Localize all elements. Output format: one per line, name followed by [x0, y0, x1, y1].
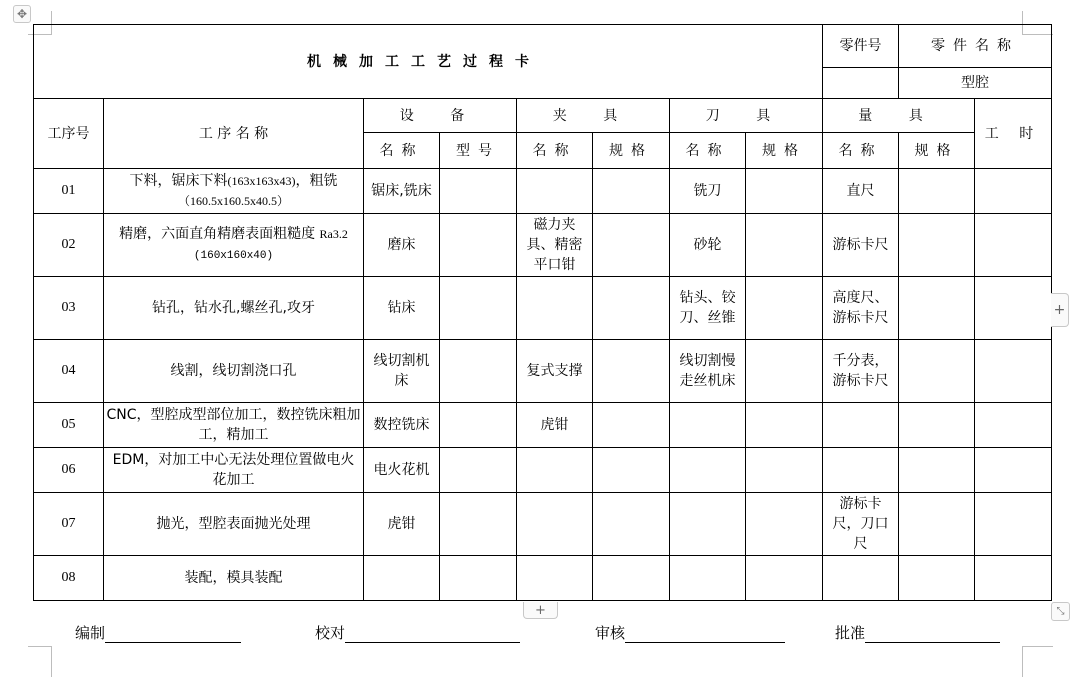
row-hours[interactable] — [975, 340, 1052, 403]
row-cutter-spec[interactable] — [746, 214, 823, 277]
row-cutter-spec[interactable] — [746, 448, 823, 493]
row-cutter-name[interactable] — [670, 556, 746, 601]
row-hours[interactable] — [975, 403, 1052, 448]
row-cutter-name[interactable] — [670, 403, 746, 448]
row-equipment-name[interactable]: 线切割机床 — [364, 340, 440, 403]
row-fixture-spec[interactable] — [593, 277, 670, 340]
row-fixture-spec[interactable] — [593, 214, 670, 277]
row-fixture-name[interactable]: 复式支撑 — [517, 340, 593, 403]
row-seq: 05 — [34, 403, 104, 448]
row-gauge-name[interactable] — [823, 556, 899, 601]
signature-reviewed — [595, 622, 785, 643]
signature-approved-label: 批准 — [835, 624, 866, 642]
table-row — [34, 403, 1052, 448]
row-description: 精磨，六面直角精磨表面粗糙度 Ra3.2 (160x160x40) — [104, 214, 364, 277]
row-equipment-model[interactable] — [440, 214, 517, 277]
header-fixture: 夹 具 — [517, 99, 670, 133]
row-gauge-name[interactable] — [823, 403, 899, 448]
row-hours[interactable] — [975, 277, 1052, 340]
part-number-label: 零件号 — [823, 25, 899, 68]
row-hours[interactable] — [975, 556, 1052, 601]
document-title: 机械加工工艺过程卡 — [34, 25, 823, 99]
header-cutter-name: 名称 — [670, 133, 746, 169]
row-equipment-model[interactable] — [440, 277, 517, 340]
row-equipment-name[interactable]: 锯床,铣床 — [364, 169, 440, 214]
signature-approved — [835, 622, 1000, 643]
header-fixture-spec: 规格 — [593, 133, 670, 169]
row-gauge-spec[interactable] — [899, 214, 975, 277]
header-gauge-name: 名称 — [823, 133, 899, 169]
row-cutter-name[interactable] — [670, 448, 746, 493]
row-fixture-spec[interactable] — [593, 556, 670, 601]
table-row — [34, 277, 1052, 340]
signature-reviewed-label: 审核 — [595, 624, 626, 642]
row-gauge-spec[interactable] — [899, 556, 975, 601]
row-fixture-name[interactable]: 虎钳 — [517, 403, 593, 448]
row-gauge-spec[interactable] — [899, 340, 975, 403]
row-equipment-name[interactable]: 钻床 — [364, 277, 440, 340]
row-equipment-model[interactable] — [440, 493, 517, 556]
signature-checked — [315, 622, 520, 643]
row-gauge-name[interactable]: 游标卡尺，刀口尺 — [823, 493, 899, 556]
part-name-label: 零件名称 — [899, 25, 1052, 68]
header-cutter-spec: 规格 — [746, 133, 823, 169]
row-hours[interactable] — [975, 493, 1052, 556]
row-seq: 02 — [34, 214, 104, 277]
row-equipment-name[interactable] — [364, 556, 440, 601]
row-equipment-name[interactable]: 磨床 — [364, 214, 440, 277]
process-card-table — [33, 24, 1052, 601]
row-gauge-spec[interactable] — [899, 169, 975, 214]
row-hours[interactable] — [975, 448, 1052, 493]
page-corner-mark-bottom-right — [1022, 646, 1053, 677]
row-equipment-name[interactable]: 电火花机 — [364, 448, 440, 493]
row-fixture-name[interactable] — [517, 448, 593, 493]
row-description: 下料，锯床下料(163x163x43)，粗铣 （160.5x160.5x40.5） — [104, 169, 364, 214]
table-row — [34, 448, 1052, 493]
row-equipment-name[interactable]: 数控铣床 — [364, 403, 440, 448]
row-seq: 01 — [34, 169, 104, 214]
row-gauge-spec[interactable] — [899, 277, 975, 340]
row-fixture-name[interactable]: 磁力夹具、精密平口钳 — [517, 214, 593, 277]
row-fixture-name[interactable] — [517, 556, 593, 601]
row-cutter-spec[interactable] — [746, 169, 823, 214]
header-gauge: 量 具 — [823, 99, 975, 133]
row-fixture-spec[interactable] — [593, 403, 670, 448]
signature-checked-label: 校对 — [315, 624, 346, 642]
row-fixture-spec[interactable] — [593, 340, 670, 403]
row-gauge-name[interactable]: 千分表，游标卡尺 — [823, 340, 899, 403]
row-seq: 04 — [34, 340, 104, 403]
row-fixture-spec[interactable] — [593, 169, 670, 214]
row-description: 线割，线切割浇口孔 — [104, 340, 364, 403]
row-fixture-name[interactable] — [517, 277, 593, 340]
row-equipment-model[interactable] — [440, 403, 517, 448]
row-cutter-spec[interactable] — [746, 277, 823, 340]
page-corner-mark-bottom-left — [28, 646, 52, 677]
row-equipment-model[interactable] — [440, 169, 517, 214]
signature-prepared-line[interactable] — [105, 626, 241, 643]
signature-approved-line[interactable] — [865, 626, 1000, 643]
row-equipment-model[interactable] — [440, 340, 517, 403]
row-gauge-spec[interactable] — [899, 448, 975, 493]
row-gauge-name[interactable]: 高度尺、游标卡尺 — [823, 277, 899, 340]
row-fixture-name[interactable] — [517, 169, 593, 214]
row-description: EDM，对加工中心无法处理位置做电火花加工 — [104, 448, 364, 493]
row-cutter-spec[interactable] — [746, 556, 823, 601]
header-work-hours: 工 时 — [975, 99, 1052, 169]
row-cutter-spec[interactable] — [746, 493, 823, 556]
signature-prepared — [75, 622, 241, 643]
table-row — [34, 556, 1052, 601]
row-gauge-name[interactable] — [823, 448, 899, 493]
row-cutter-spec[interactable] — [746, 403, 823, 448]
row-cutter-name[interactable]: 砂轮 — [670, 214, 746, 277]
header-cutter: 刀 具 — [670, 99, 823, 133]
row-cutter-name[interactable]: 铣刀 — [670, 169, 746, 214]
row-gauge-spec[interactable] — [899, 403, 975, 448]
add-column-button[interactable]: + — [1051, 293, 1069, 327]
row-gauge-name[interactable]: 直尺 — [823, 169, 899, 214]
table-move-handle-icon[interactable]: ✥ — [13, 5, 31, 23]
row-gauge-name[interactable]: 游标卡尺 — [823, 214, 899, 277]
header-seq: 工序号 — [34, 99, 104, 169]
header-equipment-name: 名称 — [364, 133, 440, 169]
row-equipment-name[interactable]: 虎钳 — [364, 493, 440, 556]
row-cutter-name[interactable]: 钻头、铰刀、丝锥 — [670, 277, 746, 340]
row-description: 钻孔，钻水孔,螺丝孔,攻牙 — [104, 277, 364, 340]
table-row — [34, 169, 1052, 214]
header-fixture-name: 名称 — [517, 133, 593, 169]
row-equipment-model[interactable] — [440, 448, 517, 493]
row-cutter-name[interactable]: 线切割慢走丝机床 — [670, 340, 746, 403]
row-cutter-spec[interactable] — [746, 340, 823, 403]
row-fixture-spec[interactable] — [593, 448, 670, 493]
row-seq: 07 — [34, 493, 104, 556]
row-seq: 06 — [34, 448, 104, 493]
row-hours[interactable] — [975, 169, 1052, 214]
row-gauge-spec[interactable] — [899, 493, 975, 556]
part-name-value[interactable]: 型腔 — [899, 68, 1052, 99]
table-row — [34, 340, 1052, 403]
row-fixture-spec[interactable] — [593, 493, 670, 556]
row-equipment-model[interactable] — [440, 556, 517, 601]
row-hours[interactable] — [975, 214, 1052, 277]
row-description: 抛光，型腔表面抛光处理 — [104, 493, 364, 556]
header-equipment: 设 备 — [364, 99, 517, 133]
table-row — [34, 493, 1052, 556]
part-number-value[interactable] — [823, 68, 899, 99]
signature-reviewed-line[interactable] — [625, 626, 785, 643]
signature-prepared-label: 编制 — [75, 624, 106, 642]
header-process-name: 工 序 名 称 — [104, 99, 364, 169]
row-description: CNC，型腔成型部位加工，数控铣床粗加工，精加工 — [104, 403, 364, 448]
row-seq: 03 — [34, 277, 104, 340]
row-seq: 08 — [34, 556, 104, 601]
row-cutter-name[interactable] — [670, 493, 746, 556]
table-resize-handle-icon[interactable]: ⤡ — [1051, 602, 1070, 621]
table-row — [34, 214, 1052, 277]
header-equipment-model: 型号 — [440, 133, 517, 169]
header-gauge-spec: 规格 — [899, 133, 975, 169]
add-row-button[interactable]: + — [523, 602, 558, 619]
row-fixture-name[interactable] — [517, 493, 593, 556]
row-description: 装配，模具装配 — [104, 556, 364, 601]
signature-checked-line[interactable] — [345, 626, 520, 643]
